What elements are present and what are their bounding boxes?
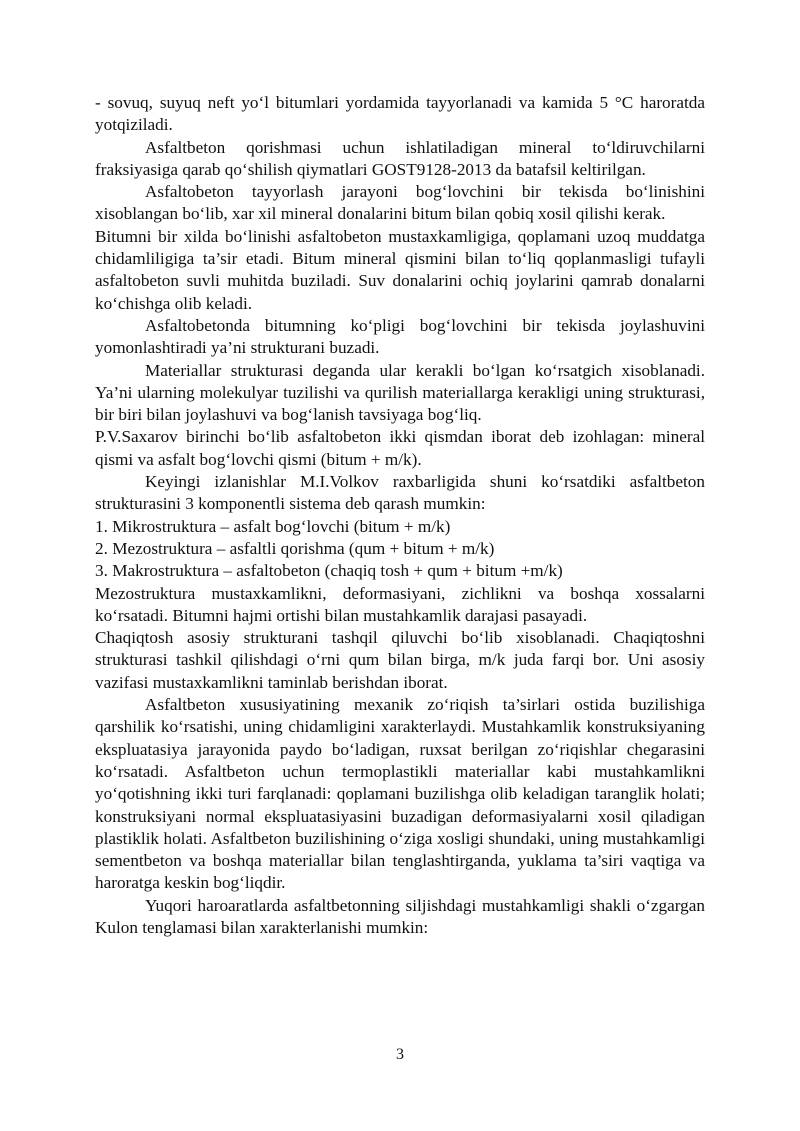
paragraph-preparation-process: Asfaltobeton tayyorlash jarayoni bog‘lovchini bir tekisda bo‘linishini xisoblangan bo‘lib, xar xil mineral donalarini bitum bilan qobiq xosil qilishi kerak. bbox=[95, 182, 705, 224]
paragraph-crushed-stone: Chaqiqtosh asosiy strukturani tashqil qiluvchi bo‘lib xisoblanadi. Chaqiqtoshni strukturasi tashkil qilishdagi o‘rni qum bilan birga, m/k juda farqi bor. Uni asosiy vazifasi mustaxkamlikni taminlab berishdan iborat. bbox=[95, 628, 705, 692]
paragraph-high-temperature: Yuqori haroaratlarda asfaltbetonning siljishdagi mustahkamligi shakli o‘zgargan Kulon tenglamasi bilan xarakterlanishi mumkin: bbox=[95, 895, 705, 937]
list-item-microstructure: 1. Mikrostruktura – asfalt bog‘lovchi (bitum + m/k) bbox=[95, 516, 451, 536]
paragraph-bitumen-distribution: Bitumni bir xilda bo‘linishi asfaltobeton mustaxkamligiga, qoplamani uzoq muddatga chidamliligiga ta’sir etadi. Bitum mineral qismini bilan to‘liq qoplanmasligi tufayli asfaltobeton suvli muhitda buziladi. Suv donalarini ochiq joylarini qamrab donalarni ko‘chishga olib keladi. bbox=[95, 226, 705, 313]
document-page bbox=[95, 92, 705, 939]
paragraph-mineral-fillers: Asfaltbeton qorishmasi uchun ishlatiladigan mineral to‘ldiruvchilarni fraksiyasiga qarab qo‘shilish qiymatlari GOST9128-2013 da batafsil keltirilgan. bbox=[95, 137, 705, 179]
page-number: 3 bbox=[396, 1046, 404, 1063]
paragraph-saxarov: P.V.Saxarov birinchi bo‘lib asfaltobeton ikki qismdan iborat deb izohlagan: mineral qismi va asfalt bog‘lovchi qismi (bitum + m/k). bbox=[95, 427, 705, 469]
paragraph-cold-bitumen: - sovuq, suyuq neft yo‘l bitumlari yordamida tayyorlanadi va kamida 5 °C haroratda yotqiziladi. bbox=[95, 93, 705, 135]
paragraph-mesostructure: Mezostruktura mustaxkamlikni, deformasiyani, zichlikni va boshqa xossalarni ko‘rsatadi. Bitumni hajmi ortishi bilan mustahkamlik darajasi pasayadi. bbox=[95, 583, 705, 625]
list-item-macrostructure: 3. Makrostruktura – asfaltobeton (chaqiq tosh + qum + bitum +m/k) bbox=[95, 561, 563, 581]
paragraph-material-structure: Materiallar strukturasi deganda ular kerakli bo‘lgan ko‘rsatgich xisoblanadi. Ya’ni ularning molekulyar tuzilishi va qurilish materiallarga kerakligi uning strukturasi, bir biri bilan joylashuvi va bog‘lanish tavsiyaga bog‘liq. bbox=[95, 360, 705, 425]
list-item-mesostructure: 2. Mezostruktura – asfaltli qorishma (qum + bitum + m/k) bbox=[95, 538, 495, 558]
paragraph-volkov: Keyingi izlanishlar M.I.Volkov raxbarligida shuni ko‘rsatdiki asfaltbeton strukturasini 3 komponentli sistema deb qarash mumkin: bbox=[95, 472, 705, 514]
paragraph-mechanical-strength: Asfaltbeton xususiyatining mexanik zo‘riqish ta’sirlari ostida buzilishiga qarshilik ko‘rsatishi, uning chidamligini xarakterlaydi. Mustahkamlik konstruksiyaning ekspluatasiya jarayonida paydo bo‘ladigan, ruxsat berilgan zo‘riqishlar chegarasini ko‘rsatadi. Asfaltbeton uchun termoplastikli materiallar kabi mustahkamlikni yo‘qotishning ikki turi farqlanadi: qoplamani buzilishga olib keladigan taranglik holati; konstruksiyani normal ekspluatasiyasini buzadigan deformasiyalarni xosil qiladigan plastiklik holati. Asfaltbeton buzilishining o‘ziga xosligi shundaki, uning mustahkamligi sementbeton va boshqa materiallar bilan tenglashtirganda, yuklama ta’siri vaqtiga va haroratga keskin bog‘liqdir. bbox=[95, 695, 705, 893]
paragraph-excess-bitumen: Asfaltobetonda bitumning ko‘pligi bog‘lovchini bir tekisda joylashuvini yomonlashtiradi ya’ni strukturani buzadi. bbox=[95, 315, 705, 358]
